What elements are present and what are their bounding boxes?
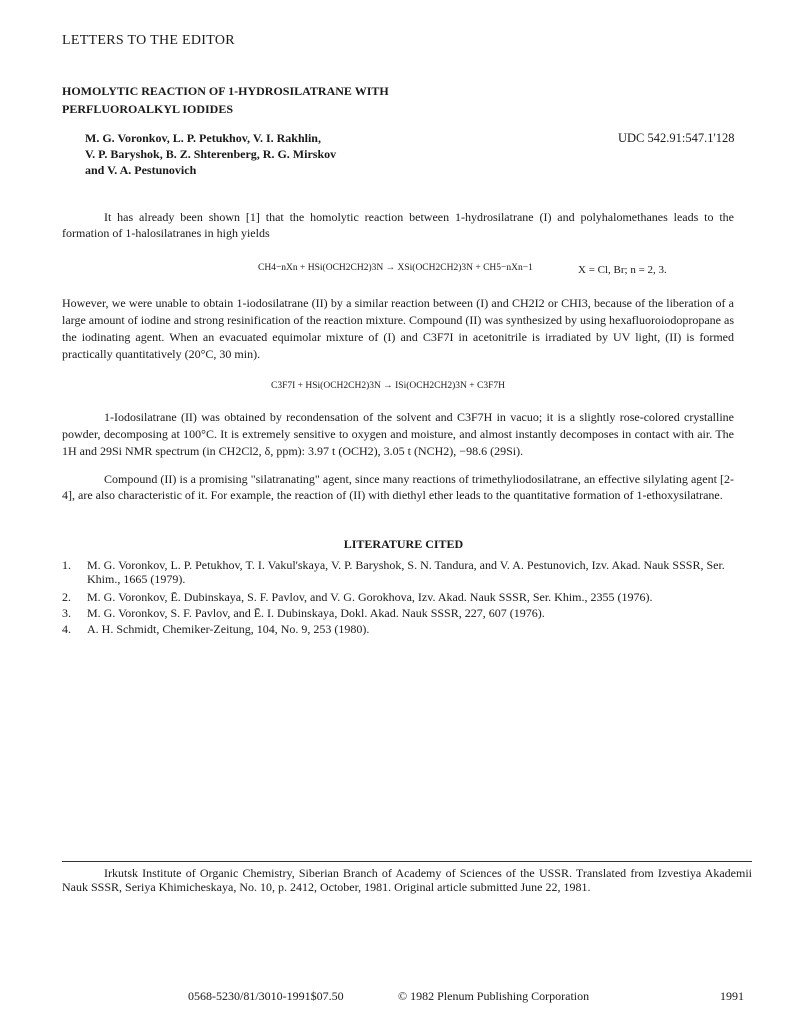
paragraph-3-text: 1-Iodosilatrane (II) was obtained by recondensation of the solvent and C3F7H in vacuo; it is a slightly rose-colored crystalline powder, decomposing at 100°C. It is extremely sensitive to oxygen and moisture, and almost instantly decomposes in contact with air. The 1H and 29Si NMR spectrum (in CH2Cl2, δ, ppm): 3.97 t (OCH2), 3.05 t (NCH2), −98.6 (29Si). xyxy=(62,410,734,458)
paragraph-2-text: However, we were unable to obtain 1-iodosilatrane (II) by a similar reaction between (I) and CH2I2 or CHI3, because of the liberation of a large amount of iodine and strong resinification of the reaction mixture. Compound (II) was synthesized by using hexafluoroiodopropane as the iodinating agent. When an evacuated equimolar mixture of (I) and C3F7I in acetonitrile is irradiated by UV light, (II) is formed practically quantitatively (20°C, 30 min). xyxy=(62,296,734,361)
article-title-line-1: HOMOLYTIC REACTION OF 1-HYDROSILATRANE WITH xyxy=(62,84,389,98)
paragraph-3 xyxy=(62,409,734,460)
reaction-equation-1-text: CH4−nXn + HSi(OCH2CH2)3N → XSi(OCH2CH2)3N + CH5−nXn−1 xyxy=(258,263,533,273)
reaction-equation-1-conditions: X = Cl, Br; n = 2, 3. xyxy=(578,264,667,276)
copyright: © 1982 Plenum Publishing Corporation xyxy=(398,989,590,1003)
paragraph-4 xyxy=(62,471,734,503)
reference-text: M. G. Voronkov, Ē. Dubinskaya, S. F. Pavlov, and V. G. Gorokhova, Izv. Akad. Nauk SSSR, Ser. Khim., 2355 (1976). xyxy=(87,590,653,604)
reference-number: 2. xyxy=(62,590,71,604)
reference-text: M. G. Voronkov, L. P. Petukhov, T. I. Vakul'skaya, V. P. Baryshok, S. N. Tandura, and V. A. Pestunovich, Izv. Akad. Nauk SSSR, Ser. Khim., 1665 (1979). xyxy=(87,558,725,586)
page-number: 1991 xyxy=(720,989,744,1003)
authors-line-2: V. P. Baryshok, B. Z. Shterenberg, R. G. Mirskov xyxy=(85,147,337,161)
udc-code: UDC 542.91:547.1'128 xyxy=(618,131,735,145)
literature-heading: LITERATURE CITED xyxy=(343,537,464,551)
footnote xyxy=(62,866,752,894)
authors xyxy=(85,130,505,178)
paragraph-1 xyxy=(62,209,734,241)
reference-number: 1. xyxy=(62,558,71,572)
footnote-text: Irkutsk Institute of Organic Chemistry, Siberian Branch of Academy of Sciences of the USSR. Translated from Izvestiya Akademii Nauk SSSR, Seriya Khimicheskaya, No. 10, p. 2412, October, 1981. Original article submitted June 22, 1981. xyxy=(62,866,752,894)
article-title-line-2: PERFLUOROALKYL IODIDES xyxy=(62,102,234,116)
reference-text: M. G. Voronkov, S. F. Pavlov, and Ē. I. Dubinskaya, Dokl. Akad. Nauk SSSR, 227, 607 (1976). xyxy=(87,606,545,620)
authors-line-3: and V. A. Pestunovich xyxy=(85,163,197,177)
authors-line-1: M. G. Voronkov, L. P. Petukhov, V. I. Rakhlin, xyxy=(85,131,321,145)
reaction-equation-1 xyxy=(258,263,533,273)
footnote-rule xyxy=(62,861,752,862)
reference-number: 3. xyxy=(62,606,71,620)
paragraph-4-text: Compound (II) is a promising "silatranating" agent, since many reactions of trimethyliodosilatrane, an effective silylating agent [2-4], are also characteristic of it. For example, the reaction of (II) with diethyl ether leads to the quantitative formation of 1-ethoxysilatrane. xyxy=(62,472,734,502)
reference-number: 4. xyxy=(62,622,71,636)
reaction-equation-2 xyxy=(271,381,505,391)
journal-code: 0568-5230/81/3010-1991$07.50 xyxy=(188,989,344,1003)
section-header: LETTERS TO THE EDITOR xyxy=(62,33,235,48)
paragraph-2 xyxy=(62,295,734,363)
reference-text: A. H. Schmidt, Chemiker-Zeitung, 104, No. 9, 253 (1980). xyxy=(87,622,370,636)
article-title xyxy=(62,82,582,118)
paragraph-1-text: It has already been shown [1] that the homolytic reaction between 1-hydrosilatrane (I) and polyhalomethanes leads to the formation of 1-halosilatranes in high yields xyxy=(62,210,734,240)
reaction-equation-2-text: C3F7I + HSi(OCH2CH2)3N → ISi(OCH2CH2)3N + C3F7H xyxy=(271,381,505,391)
